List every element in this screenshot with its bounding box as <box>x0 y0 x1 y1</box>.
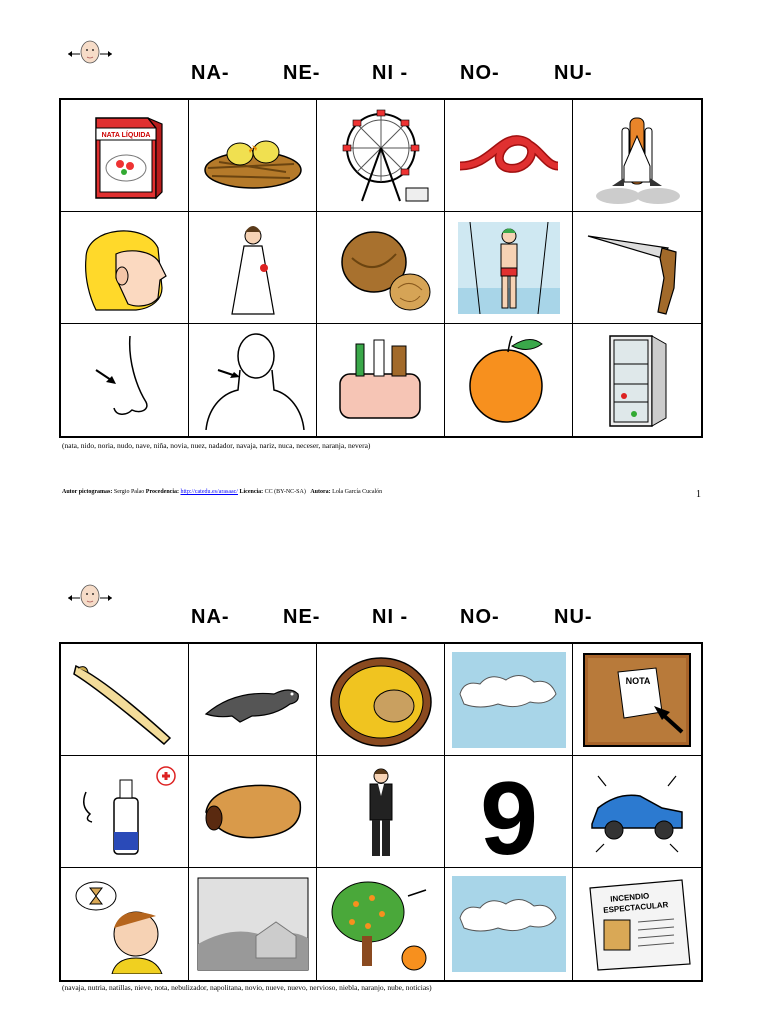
syllable-no: NO- <box>460 606 500 628</box>
walnut-icon <box>322 218 440 318</box>
pictogram-nieve <box>445 644 573 756</box>
pictogram-nido <box>189 100 317 212</box>
credits-author: Sergio Palao <box>113 489 145 495</box>
pastry-icon <box>194 762 312 862</box>
nape-icon <box>194 330 312 430</box>
orange-tree-icon <box>322 874 440 974</box>
pictogram-natillas <box>317 644 445 756</box>
pictogram-navaja-shell <box>61 644 189 756</box>
syllable-ne: NE- <box>283 606 321 628</box>
otter-icon <box>194 650 312 750</box>
pictogram-nave <box>573 100 701 212</box>
pictogram-neceser <box>317 324 445 436</box>
credits-footer <box>62 489 382 495</box>
razor-clam-icon <box>66 650 184 750</box>
swimmer-icon <box>450 218 568 318</box>
pictogram-noria <box>317 100 445 212</box>
girl-face-icon <box>66 218 184 318</box>
nose-icon <box>66 330 184 430</box>
custard-bowl-icon <box>322 650 440 750</box>
pictogram-nina <box>61 212 189 324</box>
orange-icon <box>450 330 568 430</box>
carton-label: NATA LÍQUIDA <box>101 131 150 139</box>
syllable-nu: NU- <box>554 62 593 84</box>
pictogram-napolitana <box>189 756 317 868</box>
number-nine: 9 <box>479 761 538 862</box>
note-label: NOTA <box>625 675 651 686</box>
space-shuttle-icon <box>578 106 696 206</box>
cream-carton-icon <box>66 106 184 206</box>
credits-license-label: Licencia: <box>239 489 264 495</box>
new-car-icon <box>578 762 696 862</box>
bride-icon <box>194 218 312 318</box>
pictogram-nuca <box>189 324 317 436</box>
number-nine-icon <box>450 762 568 862</box>
syllable-na: NA- <box>191 62 230 84</box>
pictogram-nueve <box>445 756 573 868</box>
pictogram-nuevo <box>573 756 701 868</box>
pictogram-noticias <box>573 868 701 980</box>
pictogram-naranjo <box>317 868 445 980</box>
credits-author-label: Autor pictogramas: <box>62 489 113 495</box>
syllable-nu: NU- <box>554 606 593 628</box>
pictogram-novio <box>317 756 445 868</box>
credits-license: CC (BY-NC-SA) <box>264 489 306 495</box>
pictogram-niebla <box>189 868 317 980</box>
groom-icon <box>322 762 440 862</box>
ferris-wheel-icon <box>322 106 440 206</box>
fog-icon <box>194 874 312 974</box>
nervous-boy-icon <box>66 874 184 974</box>
syllable-na: NA- <box>191 606 230 628</box>
newspaper-headline-1: INCENDIO <box>609 891 650 904</box>
pictogram-nuez <box>317 212 445 324</box>
pictogram-nevera <box>573 324 701 436</box>
cloud-icon <box>450 874 568 974</box>
pictogram-nube <box>445 868 573 980</box>
knot-icon <box>450 106 568 206</box>
pictogram-nutria <box>189 644 317 756</box>
nest-icon <box>194 106 312 206</box>
pictogram-nariz <box>61 324 189 436</box>
face-icon <box>66 582 114 610</box>
picture-grid <box>59 98 703 438</box>
pictogram-navaja <box>573 212 701 324</box>
fridge-icon <box>578 330 696 430</box>
pictogram-nebulizador <box>61 756 189 868</box>
credits-source-link[interactable]: http://catedu.es/arasaac/ <box>180 489 238 495</box>
syllable-no: NO- <box>460 62 500 84</box>
word-list-caption: (navaja, nutria, natillas, nieve, nota, nebulizador, napolitana, novio, nueve, nuevo, nervioso, niebla, naranjo, nube, noticias) <box>62 983 432 992</box>
face-icon <box>66 38 114 66</box>
pictogram-nata <box>61 100 189 212</box>
newspaper-headline-2: ESPECTACULAR <box>602 900 669 915</box>
syllable-ne: NE- <box>283 62 321 84</box>
pictogram-nudo <box>445 100 573 212</box>
pictogram-nota <box>573 644 701 756</box>
pictogram-nadador <box>445 212 573 324</box>
word-list-caption: (nata, nido, noria, nudo, nave, niña, novia, nuez, nadador, navaja, nariz, nuca, neceser, naranja, nevera) <box>62 441 371 450</box>
pocket-knife-icon <box>578 218 696 318</box>
note-board-icon <box>578 650 696 750</box>
pictogram-novia <box>189 212 317 324</box>
pictogram-naranja <box>445 324 573 436</box>
page-number: 1 <box>696 489 701 500</box>
syllable-ni: NI - <box>372 62 409 84</box>
credits-authoress-label: Autora: <box>310 489 331 495</box>
toiletry-bag-icon <box>322 330 440 430</box>
syllable-ni: NI - <box>372 606 409 628</box>
snow-cloud-icon <box>450 650 568 750</box>
pictogram-nervioso <box>61 868 189 980</box>
credits-authoress: Lola García Cucalón <box>332 489 383 495</box>
newspaper-icon <box>578 874 696 974</box>
credits-source-label: Procedencia: <box>145 489 179 495</box>
nasal-spray-icon <box>66 762 184 862</box>
picture-grid <box>59 642 703 982</box>
